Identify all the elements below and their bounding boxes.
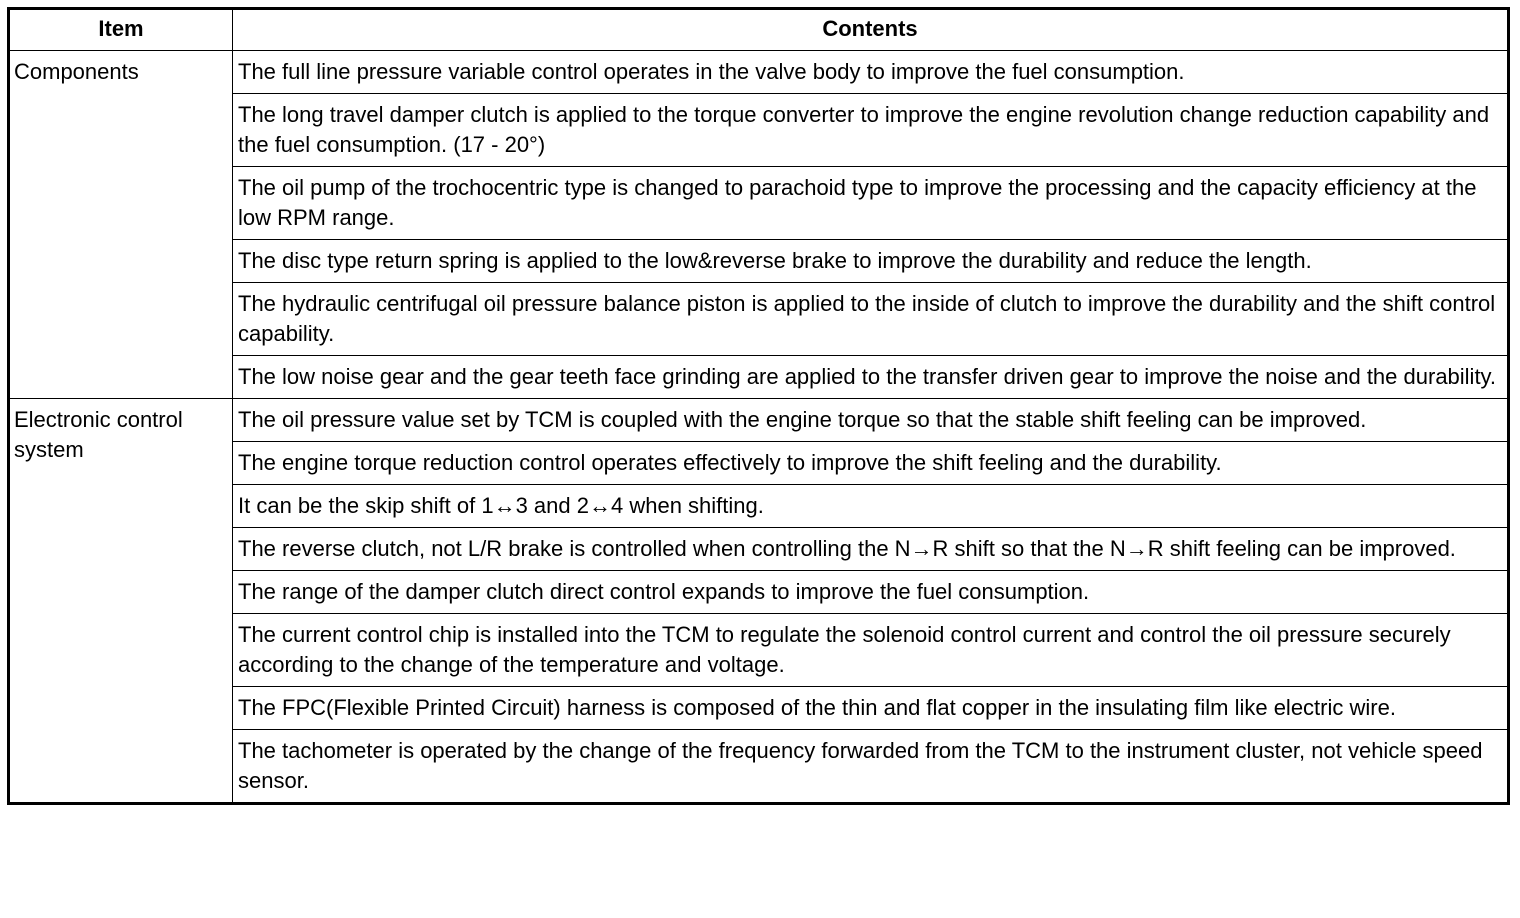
contents-cell: The oil pump of the trochocentric type is changed to parachoid type to improve the processing and the capacity efficiency at the low RPM range. (233, 167, 1509, 240)
contents-cell: The hydraulic centrifugal oil pressure balance piston is applied to the inside of clutch to improve the durability and the shift control capability. (233, 283, 1509, 356)
table-row (9, 571, 1509, 614)
contents-cell: The disc type return spring is applied to the low&reverse brake to improve the durability and reduce the length. (233, 240, 1509, 283)
contents-cell: The tachometer is operated by the change of the frequency forwarded from the TCM to the instrument cluster, not vehicle speed sensor. (233, 730, 1509, 804)
table-row (9, 356, 1509, 399)
contents-cell: The oil pressure value set by TCM is coupled with the engine torque so that the stable shift feeling can be improved. (233, 399, 1509, 442)
table-row (9, 528, 1509, 571)
contents-cell: The reverse clutch, not L/R brake is controlled when controlling the N→R shift so that the N→R shift feeling can be improved. (233, 528, 1509, 571)
table-row (9, 614, 1509, 687)
contents-cell: The current control chip is installed into the TCM to regulate the solenoid control current and control the oil pressure securely according to the change of the temperature and voltage. (233, 614, 1509, 687)
header-row (9, 9, 1509, 51)
contents-cell: The FPC(Flexible Printed Circuit) harness is composed of the thin and flat copper in the insulating film like electric wire. (233, 687, 1509, 730)
table-row (9, 442, 1509, 485)
table-row (9, 730, 1509, 804)
contents-cell: The engine torque reduction control operates effectively to improve the shift feeling and the durability. (233, 442, 1509, 485)
table-row (9, 399, 1509, 442)
contents-cell: It can be the skip shift of 1↔3 and 2↔4 when shifting. (233, 485, 1509, 528)
table-row (9, 240, 1509, 283)
contents-cell: The range of the damper clutch direct control expands to improve the fuel consumption. (233, 571, 1509, 614)
item-cell-components: Components (9, 51, 233, 399)
table-row (9, 167, 1509, 240)
item-cell-electronic-control-system: Electronic control system (9, 399, 233, 804)
table-row (9, 51, 1509, 94)
contents-cell: The low noise gear and the gear teeth face grinding are applied to the transfer driven gear to improve the noise and the durability. (233, 356, 1509, 399)
specification-table (7, 7, 1510, 805)
table-row (9, 283, 1509, 356)
table-row (9, 485, 1509, 528)
table-row (9, 94, 1509, 167)
header-item: Item (9, 9, 233, 51)
table-row (9, 687, 1509, 730)
contents-cell: The long travel damper clutch is applied to the torque converter to improve the engine revolution change reduction capability and the fuel consumption. (17 - 20°) (233, 94, 1509, 167)
header-contents: Contents (233, 9, 1509, 51)
contents-cell: The full line pressure variable control operates in the valve body to improve the fuel consumption. (233, 51, 1509, 94)
